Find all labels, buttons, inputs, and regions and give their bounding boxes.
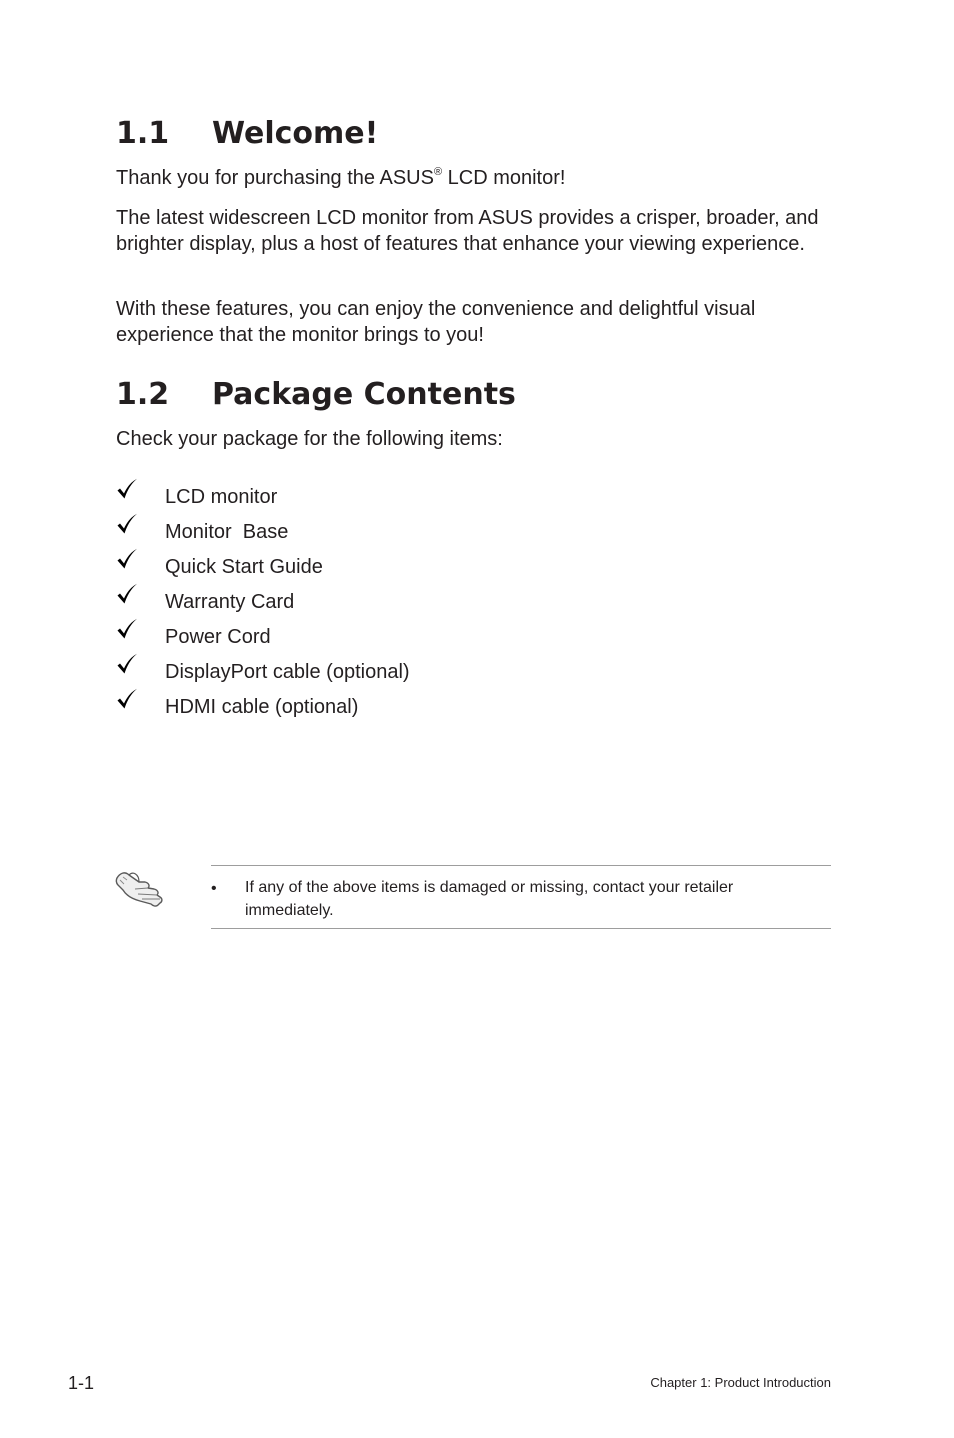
page-number: 1-1 — [68, 1373, 95, 1393]
welcome-intro — [116, 165, 836, 191]
note-bullet: • — [211, 880, 217, 897]
section-title: Package Contents — [212, 377, 516, 412]
chapter-footer: Chapter 1: Product Introduction — [650, 1375, 831, 1390]
section-number: 1.2 — [116, 377, 170, 412]
checkmark-icon — [116, 478, 138, 500]
intro-text-end: LCD monitor! — [442, 167, 566, 189]
intro-text: Thank you for purchasing the ASUS — [116, 167, 434, 189]
checkmark-icon — [116, 513, 138, 535]
checkmark-icon — [116, 548, 138, 570]
package-intro: Check your package for the following items: — [116, 428, 503, 450]
section-heading-welcome — [116, 116, 378, 152]
note-text: If any of the above items is damaged or missing, contact your retailer immediately. — [245, 879, 734, 919]
checkmark-icon — [116, 583, 138, 605]
note-box — [211, 865, 831, 929]
registered-mark: ® — [433, 166, 443, 178]
section-heading-package — [116, 377, 516, 413]
item-label: Warranty Card — [165, 591, 295, 613]
pointing-hand-icon — [114, 866, 166, 910]
item-label: Power Cord — [165, 626, 271, 648]
item-label: HDMI cable (optional) — [165, 696, 359, 718]
item-label: LCD monitor — [165, 486, 278, 508]
section-number: 1.1 — [116, 116, 170, 151]
section-title: Welcome! — [212, 116, 379, 151]
checkmark-icon — [116, 653, 138, 675]
checkmark-icon — [116, 618, 138, 640]
item-label: Monitor Base — [165, 521, 289, 543]
welcome-paragraph: The latest widescreen LCD monitor from ASUS provides a crisper, broader, and brighter display, plus a host of features that enhance your viewing experience. — [116, 207, 819, 255]
checkmark-icon — [116, 688, 138, 710]
item-label: Quick Start Guide — [165, 556, 323, 578]
item-label: DisplayPort cable (optional) — [165, 661, 410, 683]
features-paragraph: With these features, you can enjoy the convenience and delightful visual experience that the monitor brings to you! — [116, 298, 756, 346]
